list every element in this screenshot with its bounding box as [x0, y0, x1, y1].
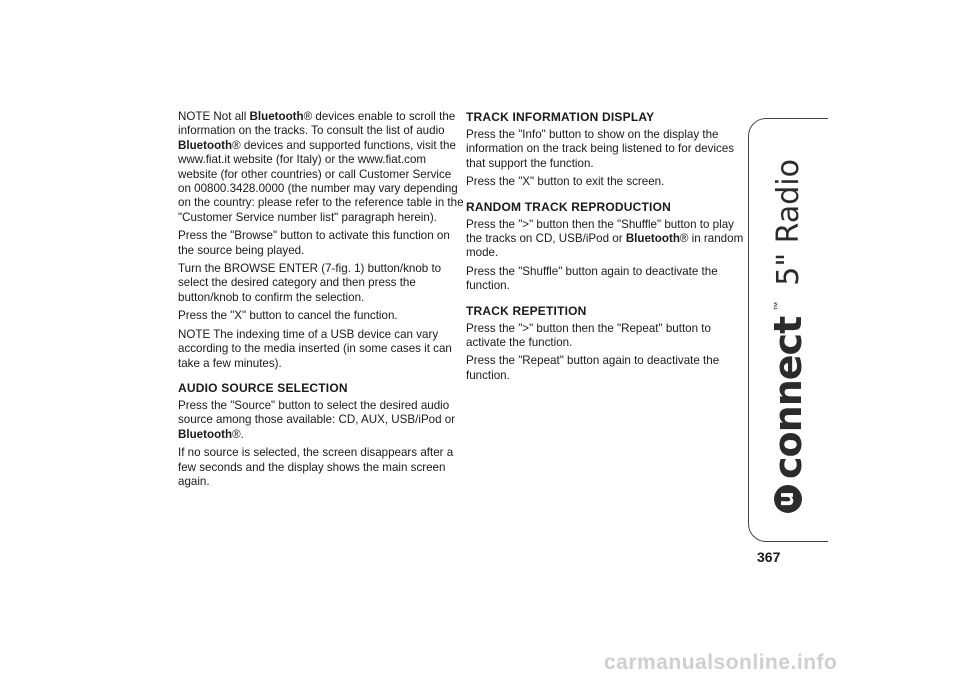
chapter-label — [766, 159, 810, 513]
trademark-mark: ™ — [772, 301, 782, 311]
uconnect-logo-icon: u — [774, 485, 802, 513]
note-prefix: NOTE Not all — [178, 110, 250, 123]
source-text: Press the "Source" button to select the desired audio source among those available: CD, AUX, USB/iPod or — [178, 398, 456, 427]
heading-track-information-display: TRACK INFORMATION DISPLAY — [466, 110, 655, 124]
right-column — [466, 110, 752, 387]
source-tail: ®. — [232, 427, 244, 441]
paragraph-shuffle — [466, 218, 752, 261]
bluetooth-term: Bluetooth — [178, 427, 233, 441]
paragraph-repeat-off: Press the "Repeat" button again to deactivate the function. — [466, 354, 720, 382]
heading-random-track-reproduction: RANDOM TRACK REPRODUCTION — [466, 199, 671, 214]
shuffle-tail: ® in random mode. — [466, 232, 744, 260]
paragraph-cancel: Press the "X" button to cancel the function. — [178, 309, 398, 323]
paragraph-shuffle-off: Press the "Shuffle" button again to deactivate the function. — [466, 264, 718, 293]
paragraph-info: Press the "Info" button to show on the display the information on the track being listened to for devices that support the function. — [466, 128, 735, 170]
paragraph-no-source: If no source is selected, the screen disappears after a few seconds and the display shows the main screen again. — [178, 446, 454, 488]
note-bluetooth-devices — [178, 110, 464, 225]
bluetooth-term: Bluetooth — [249, 110, 304, 123]
paragraph-repeat: Press the ">" button then the "Repeat" button to activate the function. — [466, 321, 711, 350]
chapter-title: 5" Radio — [770, 159, 806, 286]
paragraph-exit: Press the "X" button to exit the screen. — [466, 175, 665, 189]
heading-audio-source-selection: AUDIO SOURCE SELECTION — [178, 380, 348, 395]
shuffle-text: Press the ">" button then the "Shuffle" button to play the tracks on CD, USB/iPod or — [466, 217, 734, 246]
note-text: ® devices enable to scroll the information on the tracks. To consult the list of audio — [178, 110, 456, 138]
watermark: carmanualsonline.info — [604, 651, 838, 674]
left-column — [178, 110, 464, 493]
heading-track-repetition: TRACK REPETITION — [466, 303, 587, 318]
page-number: 367 — [757, 549, 781, 565]
paragraph-turn-knob: Turn the BROWSE ENTER (7-fig. 1) button/knob to select the desired category and then press the button/knob to confirm the selection. — [178, 262, 442, 304]
note-text: ® devices and supported functions, visit the www.fiat.it website (for Italy) or the www.fiat.com website (for other countries) or call Customer Service on 00800.3428.0000 (the number may vary depending on the country: please refer to the reference table in the "Customer Service number list" paragraph herein). — [178, 138, 464, 224]
note-usb-indexing: NOTE The indexing time of a USB device can vary according to the media inserted (in some cases it can take a few minutes). — [178, 327, 452, 370]
paragraph-source — [178, 399, 464, 442]
uconnect-logo-word: connect — [766, 316, 810, 479]
bluetooth-term: Bluetooth — [625, 232, 680, 246]
bluetooth-term: Bluetooth — [178, 138, 233, 152]
paragraph-browse: Press the "Browse" button to activate this function on the source being played. — [178, 229, 450, 257]
